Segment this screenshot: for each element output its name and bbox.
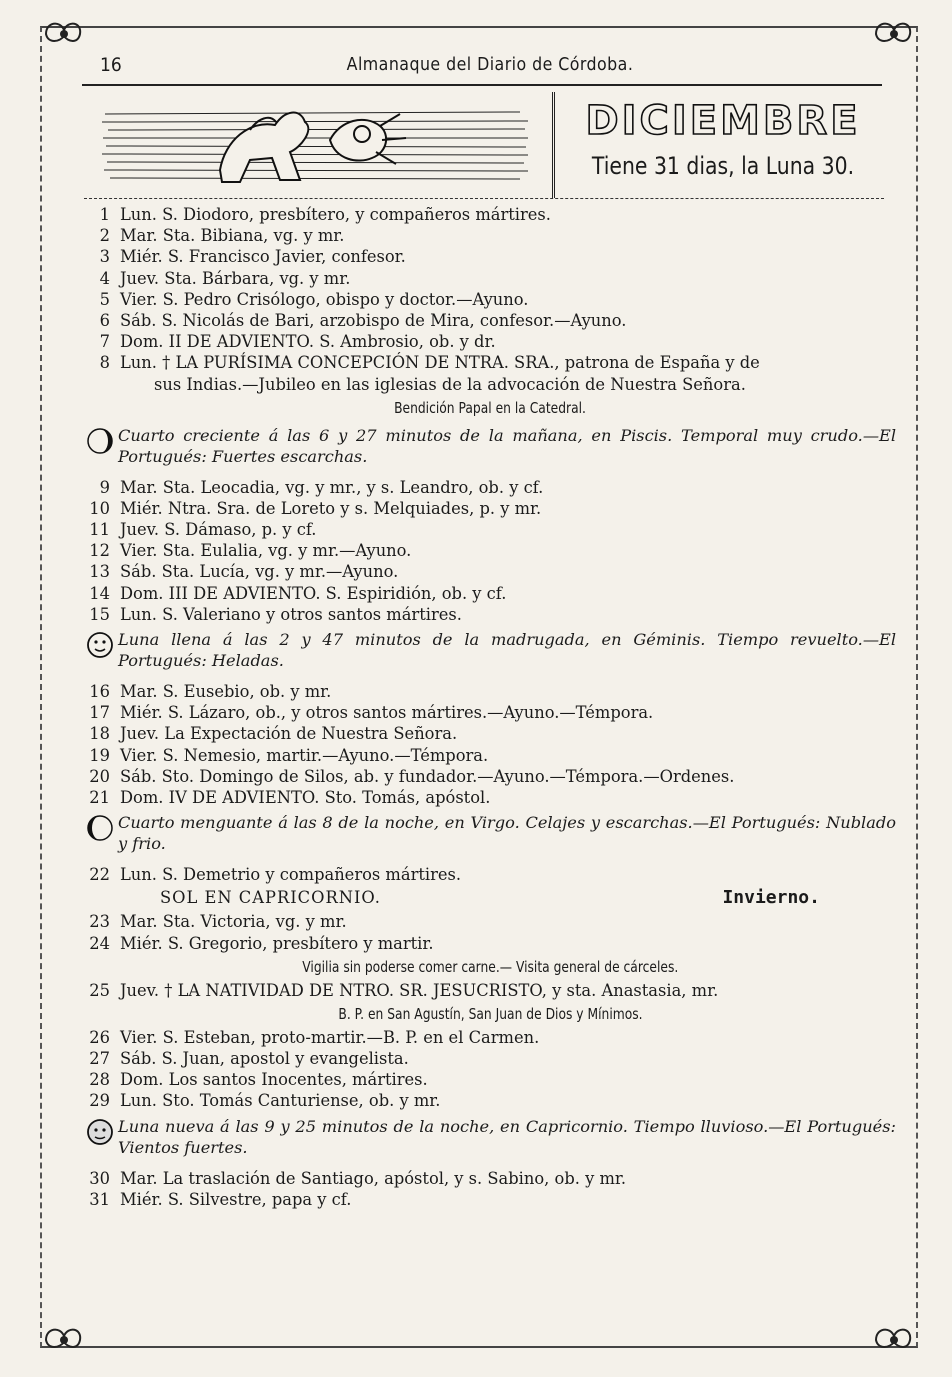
header-vertical-rule (552, 92, 555, 198)
day-row: 25 Juev. † LA NATIVIDAD DE NTRO. SR. JESUCRISTO, y sta. Anastasia, mr. (89, 980, 719, 1000)
solstice-row (84, 885, 896, 911)
day-row: 3 Miér. S. Francisco Javier, confesor. (99, 247, 406, 267)
day-row: 28 Dom. Los santos Inocentes, mártires. (89, 1070, 428, 1090)
day-row: 19 Vier. S. Nemesio, martir.—Ayuno.—Témpora. (89, 745, 489, 765)
header-separator (84, 198, 884, 199)
day-note-centered: Vigilia sin poderse comer carne.— Visita general de cárceles. (301, 957, 678, 976)
month-subtitle: Tiene 31 dias, la Luna 30. (591, 152, 855, 180)
day-row: 16 Mar. S. Eusebio, ob. y mr. (89, 682, 332, 701)
day-row: 5 Vier. S. Pedro Crisólogo, obispo y doctor.—Ayuno. (99, 289, 529, 309)
day-row: 31 Miér. S. Silvestre, papa y cf. (89, 1189, 352, 1209)
new-moon-icon (86, 1118, 114, 1146)
page-number: 16 (100, 54, 122, 76)
running-header (100, 52, 880, 82)
day-row: 10 Miér. Ntra. Sra. de Loreto y s. Melquiades, p. y mr. (89, 498, 542, 518)
day-row-continuation: sus Indias.—Jubileo en las iglesias de la advocación de Nuestra Señora. (154, 374, 746, 394)
corner-ornament-top-right (870, 14, 918, 54)
day-row: 14 Dom. III DE ADVIENTO. S. Espiridión, ob. y cf. (89, 583, 507, 603)
corner-ornament-bottom-left (40, 1320, 88, 1360)
day-row: 27 Sáb. S. Juan, apostol y evangelista. (89, 1049, 409, 1069)
day-row: 7 Dom. II DE ADVIENTO. S. Ambrosio, ob. y dr. (99, 332, 496, 352)
day-row: 11 Juev. S. Dámaso, p. y cf. (89, 520, 317, 540)
day-row: 2 Mar. Sta. Bibiana, vg. y mr. (99, 226, 345, 246)
first-quarter-moon-icon (86, 427, 114, 455)
day-row: 4 Juev. Sta. Bárbara, vg. y mr. (99, 268, 351, 288)
full-moon-icon (86, 631, 114, 659)
day-row: 13 Sáb. Sta. Lucía, vg. y mr.—Ayuno. (89, 562, 399, 582)
day-row: 20 Sáb. Sto. Domingo de Silos, ab. y fundador.—Ayuno.—Témpora.—Ordenes. (89, 766, 735, 786)
day-row: 9 Mar. Sta. Leocadia, vg. y mr., y s. Leandro, ob. y cf. (99, 477, 544, 497)
day-row: 1 Lun. S. Diodoro, presbítero, y compañeros mártires. (99, 205, 551, 224)
day-row: 15 Lun. S. Valeriano y otros santos mártires. (89, 604, 462, 624)
day-row: 21 Dom. IV DE ADVIENTO. Sto. Tomás, apóstol. (89, 787, 491, 807)
header-rule (82, 84, 882, 86)
moon-phase-note: Luna llena á las 2 y 47 minutos de la madrugada, en Géminis. Tiempo revuelto.—El Portugués: Heladas. (84, 629, 896, 671)
banner-engraving-image (100, 100, 530, 188)
day-row: 8 Lun. † LA PURÍSIMA CONCEPCIÓN DE NTRA. SRA., patrona de España y de (99, 353, 760, 373)
day-row: 24 Miér. S. Gregorio, presbítero y martir. (89, 933, 434, 953)
last-quarter-moon-icon (86, 814, 114, 842)
day-note-centered: B. P. en San Agustín, San Juan de Dios y Mínimos. (337, 1004, 643, 1023)
month-title: DICIEMBRE (585, 98, 861, 144)
corner-ornament-top-left (40, 14, 88, 54)
day-row: 12 Vier. Sta. Eulalia, vg. y mr.—Ayuno. (89, 541, 412, 561)
corner-ornament-bottom-right (870, 1320, 918, 1360)
day-row: 22 Lun. S. Demetrio y compañeros mártires. (89, 865, 462, 885)
day-row: 30 Mar. La traslación de Santiago, apóstol, y s. Sabino, ob. y mr. (89, 1168, 627, 1188)
day-row: 23 Mar. Sta. Victoria, vg. y mr. (89, 912, 347, 932)
day-note-centered: Bendición Papal en la Catedral. (394, 398, 586, 417)
season-label: Invierno. (722, 887, 820, 909)
day-row: 6 Sáb. S. Nicolás de Bari, arzobispo de Mira, confesor.—Ayuno. (99, 310, 627, 330)
running-title: Almanaque del Diario de Córdoba. (346, 54, 634, 75)
day-row: 29 Lun. Sto. Tomás Canturiense, ob. y mr. (89, 1091, 441, 1111)
day-row: 17 Miér. S. Lázaro, ob., y otros santos mártires.—Ayuno.—Témpora. (89, 703, 654, 723)
day-row: 26 Vier. S. Esteban, proto-martir.—B. P. en el Carmen. (89, 1027, 540, 1047)
solstice-label: SOL EN CAPRICORNIO. (160, 888, 381, 908)
day-row: 18 Juev. La Expectación de Nuestra Señora. (89, 724, 458, 744)
moon-phase-note: Luna nueva á las 9 y 25 minutos de la noche, en Capricornio. Tiempo lluvioso.—El Portugués: Vientos fuertes. (84, 1116, 896, 1158)
moon-phase-note: Cuarto creciente á las 6 y 27 minutos de la mañana, en Piscis. Temporal muy crudo.—El Portugués: Fuertes escarchas. (84, 425, 896, 467)
moon-phase-note: Cuarto menguante á las 8 de la noche, en Virgo. Celajes y escarchas.—El Portugués: Nublado y frio. (84, 812, 896, 854)
calendar-body (84, 204, 896, 1210)
